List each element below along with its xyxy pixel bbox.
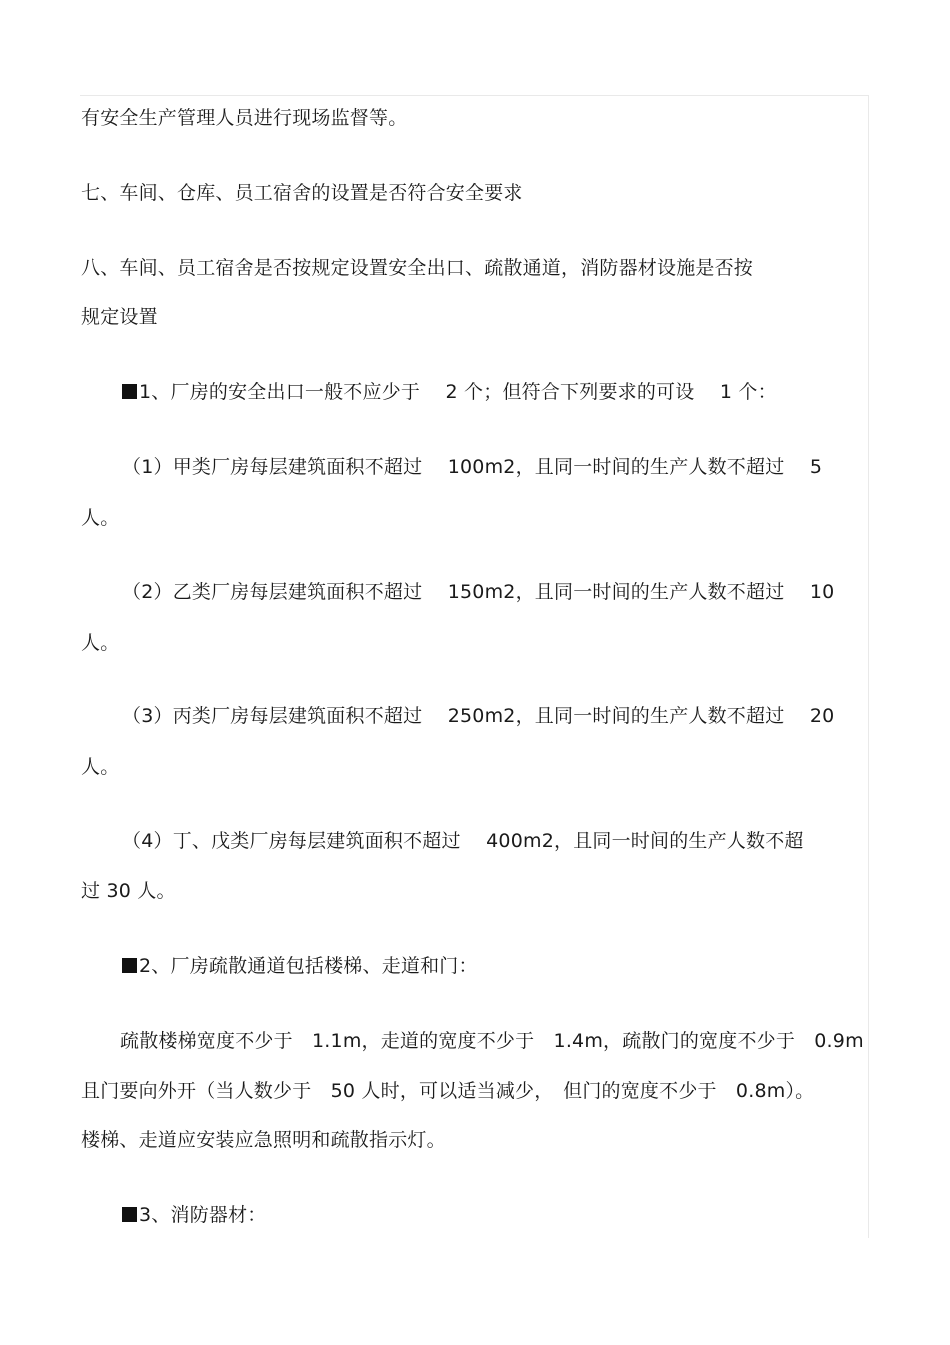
- square-bullet-icon: [122, 1207, 137, 1222]
- square-bullet-icon: [122, 958, 137, 973]
- item-2-heading: [122, 954, 478, 978]
- text-line-1: 有安全生产管理人员进行现场监督等。: [81, 107, 408, 129]
- item-1-text: 1、厂房的安全出口一般不应少于 2 个；但符合下列要求的可设 1 个：: [139, 381, 777, 403]
- text-line-17: 楼梯、走道应安装应急照明和疏散指示灯。: [81, 1129, 446, 1151]
- text-line-16: 且门要向外开（当人数少于 50 人时，可以适当减少， 但门的宽度不少于 0.8m）。: [81, 1080, 815, 1102]
- text-line-11: 人。: [81, 756, 120, 778]
- text-line-10: （3）丙类厂房每层建筑面积不超过 250m2，且同一时间的生产人数不超过 20: [122, 705, 835, 727]
- text-line-6: （1）甲类厂房每层建筑面积不超过 100m2，且同一时间的生产人数不超过 5: [122, 456, 823, 478]
- item-3-heading: [122, 1203, 267, 1227]
- square-bullet-icon: [122, 384, 137, 399]
- text-line-8: （2）乙类厂房每层建筑面积不超过 150m2，且同一时间的生产人数不超过 10: [122, 581, 835, 603]
- text-line-9: 人。: [81, 632, 120, 654]
- text-line-15: 疏散楼梯宽度不少于 1.1m，走道的宽度不少于 1.4m，疏散门的宽度不少于 0.9m: [120, 1030, 864, 1052]
- item-3-text: 3、消防器材：: [139, 1204, 267, 1226]
- text-line-13: 过 30 人。: [81, 880, 176, 902]
- text-line-4: 规定设置: [81, 306, 158, 328]
- text-line-12: （4）丁、戊类厂房每层建筑面积不超过 400m2，且同一时间的生产人数不超: [122, 830, 804, 852]
- item-2-text: 2、厂房疏散通道包括楼梯、走道和门：: [139, 955, 478, 977]
- text-line-3: 八、车间、员工宿舍是否按规定设置安全出口、疏散通道，消防器材设施是否按: [81, 257, 754, 279]
- item-1-heading: [122, 380, 777, 404]
- text-line-7: 人。: [81, 507, 120, 529]
- text-line-2: 七、车间、仓库、员工宿舍的设置是否符合安全要求: [81, 182, 523, 204]
